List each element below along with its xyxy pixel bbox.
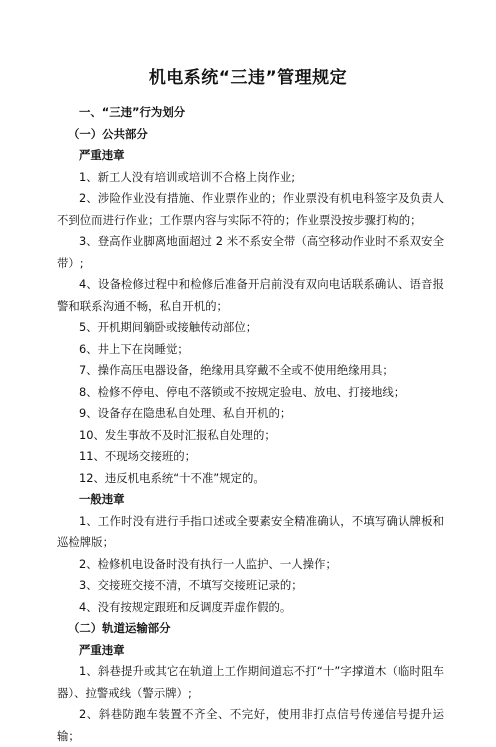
subsection-heading: （一）公共部分 [68, 126, 148, 141]
section-heading: 一、“三违”行为划分 [79, 105, 186, 119]
rule-item: 3、交接班交接不清，不填写交接班记录的； [79, 578, 303, 592]
subsection-heading: （二）轨道运输部分 [68, 621, 171, 635]
rule-item: 2、涉险作业没有措施、作业票作业的；作业票没有机电科签字及负责人不到位而进行作业；工作票内容与实际不符的；作业票没按步骤打构的； [57, 191, 444, 227]
rule-item: 10、发生事故不及时汇报私自处理的； [79, 427, 276, 442]
rule-item: 4、设备检修过程中和检修后准备开启前没有双向电话联系确认、语音报警和联系沟通不畅，私自开机的； [57, 277, 444, 313]
rule-item: 4、没有按规定跟班和反调度弄虚作假的。 [79, 599, 292, 614]
rule-item: 12、违反机电系统“十不准”规定的。 [79, 470, 265, 485]
rule-item: 1、工作时没有进行手指口述或全要素安全精准确认，不填写确认牌板和巡检牌版； [57, 513, 444, 549]
rule-item: 2、检修机电设备时没有执行一人监护、一人操作； [79, 556, 337, 571]
rule-item: 11、不现场交接班的； [79, 449, 197, 463]
rule-item: 2、斜巷防跑车装置不齐全、不完好，使用非打点信号传递信号提升运输； [57, 707, 444, 743]
rule-item: 1、斜巷提升或其它在轨道上工作期间道忘不打“十”字撑道木（临时阻车器）、拉警戒线（警示牌）; [57, 664, 444, 700]
rule-item: 7、操作高压电器设备，绝缘用具穿戴不全或不使用绝缘用具； [79, 363, 394, 377]
rule-item: 8、检修不停电、停电不落锁或不按规定验电、放电、打接地线； [79, 384, 406, 399]
rule-item: 3、登高作业脚离地面超过 2 米不系安全带（高空移动作业时不系双安全带）; [57, 234, 444, 270]
category-heading: 一般违章 [79, 492, 125, 506]
document-body [57, 102, 444, 747]
rule-item: 1、新工人没有培训或培训不合格上岗作业; [79, 169, 296, 184]
category-heading: 严重违章 [79, 642, 125, 657]
rule-item: 9、设备存在隐患私自处理、私自开机的； [79, 406, 292, 420]
category-heading: 严重违章 [79, 148, 125, 162]
document-title: 机电系统“三违”管理规定 [148, 68, 348, 88]
rule-item: 5、开机期间躺卧或接触传动部位； [79, 320, 258, 334]
rule-item: 6、井上下在岗睡觉； [79, 341, 189, 356]
